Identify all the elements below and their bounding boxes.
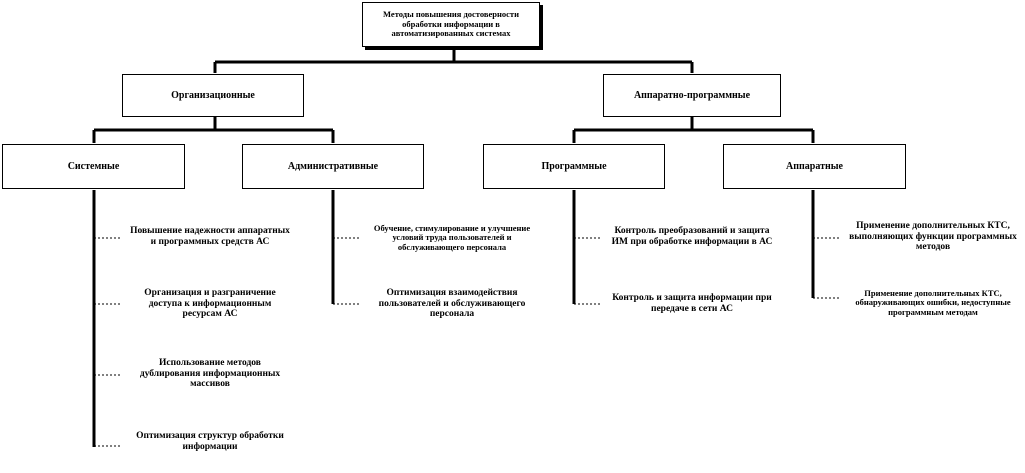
system-item-2: Организация и разграничение доступа к информационным ресурсам АС (144, 288, 276, 320)
hardware-item-1: Применение дополнительных КТС, выполняющих функции программных методов (849, 221, 1017, 253)
hardware-item-2: Применение дополнительных КТС, обнаруживающих ошибки, недоступные программным методам (855, 287, 1011, 317)
category-hardware: Аппаратные (723, 144, 906, 189)
group-organizational: Организационные (122, 74, 304, 117)
category-system: Системные (2, 144, 185, 189)
group-hardware-software: Аппаратно-программные (603, 74, 781, 117)
administrative-item-2: Оптимизация взаимодействия пользователей и обслуживающего персонала (378, 288, 526, 320)
root-node: Методы повышения достоверности обработки информации в автоматизированных системах (362, 2, 540, 47)
category-administrative: Административные (242, 144, 424, 189)
administrative-item-1: Обучение, стимулирование и улучшение условий труда пользователей и обслуживающего персонала (373, 222, 531, 252)
system-item-1: Повышение надежности аппаратных и программных средств АС (130, 226, 290, 247)
software-item-1: Контроль преобразований и защита ИМ при обработке информации в АС (611, 226, 773, 247)
system-item-4: Оптимизация структур обработки информации (136, 431, 284, 452)
category-software: Программные (483, 144, 665, 189)
system-item-3: Использование методов дублирования информационных массивов (139, 358, 281, 390)
software-item-2: Контроль и защита информации при передаче в сети АС (612, 293, 772, 314)
